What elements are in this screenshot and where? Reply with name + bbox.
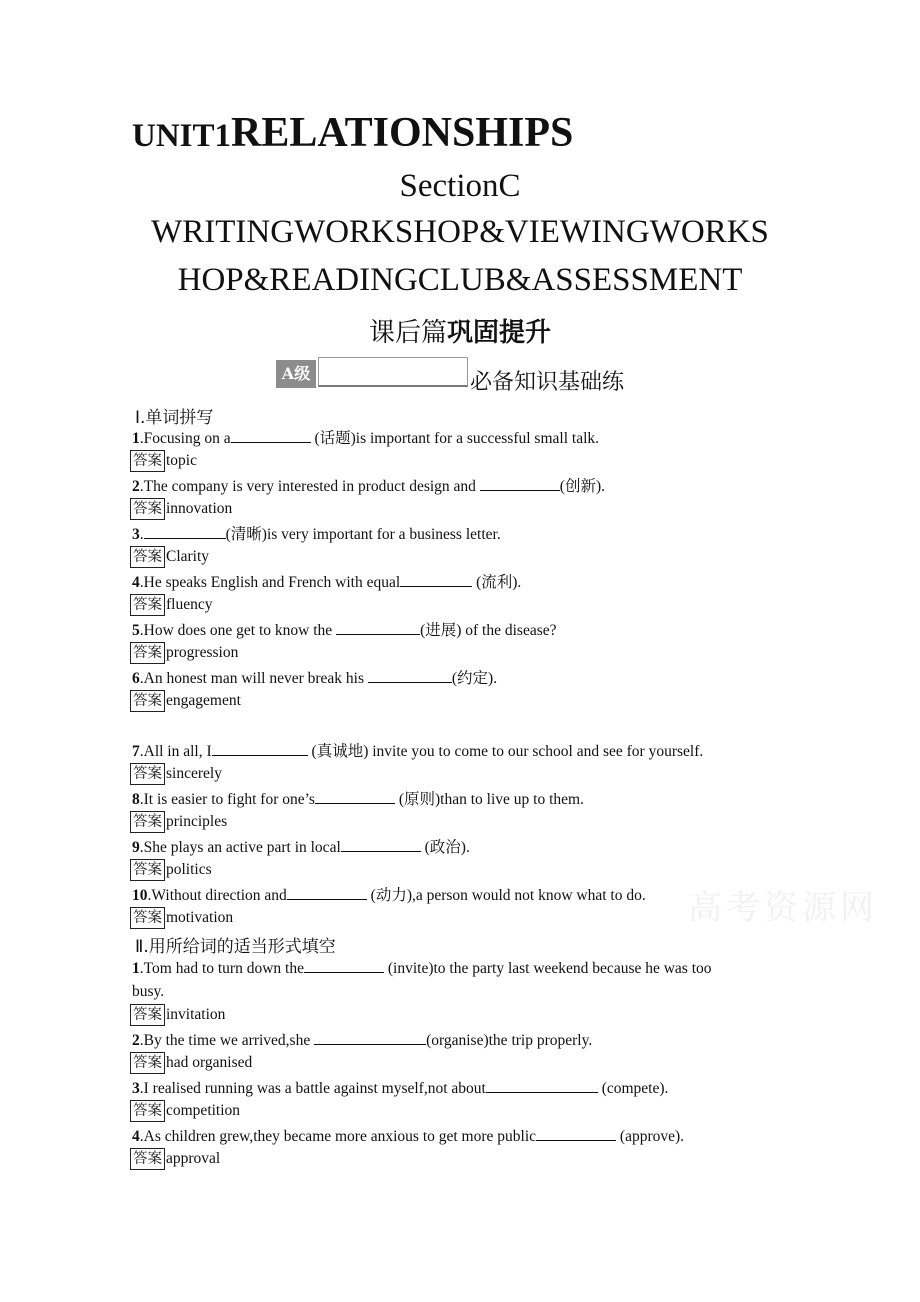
answer-text: engagement (166, 692, 241, 709)
answer-row (130, 498, 232, 522)
answer-text: invitation (166, 1006, 226, 1023)
question-item: 4.As children grew,they became more anxious to get more public (approve). (132, 1128, 685, 1145)
answer-text: motivation (166, 909, 234, 926)
answer-blank (144, 524, 226, 539)
question-item: 3.I realised running was a battle against myself,not about (compete). (132, 1080, 669, 1097)
answer-label: 答案 (130, 763, 165, 785)
answer-label: 答案 (130, 498, 165, 520)
answer-row (130, 811, 227, 835)
answer-text: competition (166, 1102, 241, 1119)
answer-row (130, 690, 241, 714)
answer-blank (315, 789, 395, 804)
question-item: 5.How does one get to know the (进展) of the disease? (132, 622, 557, 639)
answer-label: 答案 (130, 811, 165, 833)
answer-row (130, 1004, 225, 1028)
answer-blank (486, 1078, 598, 1093)
answer-text: progression (166, 644, 239, 661)
answer-blank (341, 837, 421, 852)
unit-name: RELATIONSHIPS (231, 110, 574, 156)
question-item: 2.By the time we arrived,she (organise)the trip properly. (132, 1032, 593, 1049)
answer-row (130, 546, 209, 570)
answer-blank (536, 1126, 616, 1141)
answer-text: innovation (166, 500, 233, 517)
answer-blank (480, 476, 560, 491)
answer-text: sincerely (166, 765, 222, 782)
answer-blank (212, 741, 308, 756)
chapter-bold: 巩固提升 (447, 318, 552, 348)
question-item: 10.Without direction and (动力),a person would not know what to do. (132, 887, 646, 904)
answer-row (130, 763, 222, 787)
part2-heading: Ⅱ.用所给词的适当形式填空 (135, 937, 336, 957)
question-item: 6.An honest man will never break his (约定). (132, 670, 498, 687)
answer-blank (304, 958, 384, 973)
answer-text: politics (166, 861, 212, 878)
answer-row (130, 594, 212, 618)
question-item: 4.He speaks English and French with equal (流利). (132, 574, 522, 591)
answer-row (130, 450, 197, 474)
answer-label: 答案 (130, 1100, 165, 1122)
answer-label: 答案 (130, 546, 165, 568)
chapter-title (0, 312, 920, 349)
answer-label: 答案 (130, 1148, 165, 1170)
level-label: 必备知识基础练 (470, 370, 625, 395)
answer-label: 答案 (130, 690, 165, 712)
answer-row (130, 859, 212, 883)
question-item: 1.Focusing on a (话题)is important for a successful small talk. (132, 430, 600, 447)
question-item: 7.All in all, I (真诚地) invite you to come to our school and see for yourself. (132, 743, 704, 760)
answer-text: topic (166, 452, 197, 469)
unit-title (132, 112, 573, 154)
section-title: SectionC (399, 168, 521, 204)
answer-label: 答案 (130, 859, 165, 881)
question-item: 2.The company is very interested in product design and (创新). (132, 478, 605, 495)
answer-row (130, 1148, 220, 1172)
answer-row (130, 642, 238, 666)
part1-heading: Ⅰ.单词拼写 (135, 408, 214, 428)
level-badge: A级 (276, 360, 316, 388)
chapter-prefix: 课后篇 (368, 318, 447, 348)
unit-number: UNIT1 (132, 118, 232, 154)
question-item: 3. (清晰)is very important for a business letter. (132, 526, 501, 543)
answer-row (130, 907, 233, 931)
answer-text: Clarity (166, 548, 210, 565)
answer-label: 答案 (130, 1004, 165, 1026)
question-item: 8.It is easier to fight for one’s (原则)than to live up to them. (132, 791, 584, 808)
answer-text: approval (166, 1150, 221, 1167)
level-banner (276, 357, 676, 395)
answer-text: fluency (166, 596, 213, 613)
answer-label: 答案 (130, 450, 165, 472)
answer-blank (368, 668, 452, 683)
question-item: 1.Tom had to turn down the (invite)to the party last weekend because he was too (132, 960, 712, 977)
level-box (318, 357, 468, 387)
answer-blank (231, 428, 311, 443)
answer-blank (287, 885, 367, 900)
answer-blank (336, 620, 420, 635)
question-item: 9.She plays an active part in local (政治). (132, 839, 470, 856)
answer-label: 答案 (130, 642, 165, 664)
answer-text: had organised (166, 1054, 253, 1071)
answer-blank (314, 1030, 426, 1045)
watermark-logo: 高考资源网 (688, 888, 878, 928)
section-subtitle-line1: WRITINGWORKSHOP&VIEWINGWORKS (151, 214, 769, 250)
answer-label: 答案 (130, 594, 165, 616)
section-subtitle-line2: HOP&READINGCLUB&ASSESSMENT (177, 262, 743, 298)
answer-label: 答案 (130, 907, 165, 929)
answer-text: principles (166, 813, 228, 830)
answer-row (130, 1100, 240, 1124)
answer-row (130, 1052, 252, 1076)
question-continuation: busy. (132, 983, 165, 1000)
answer-label: 答案 (130, 1052, 165, 1074)
answer-blank (400, 572, 472, 587)
